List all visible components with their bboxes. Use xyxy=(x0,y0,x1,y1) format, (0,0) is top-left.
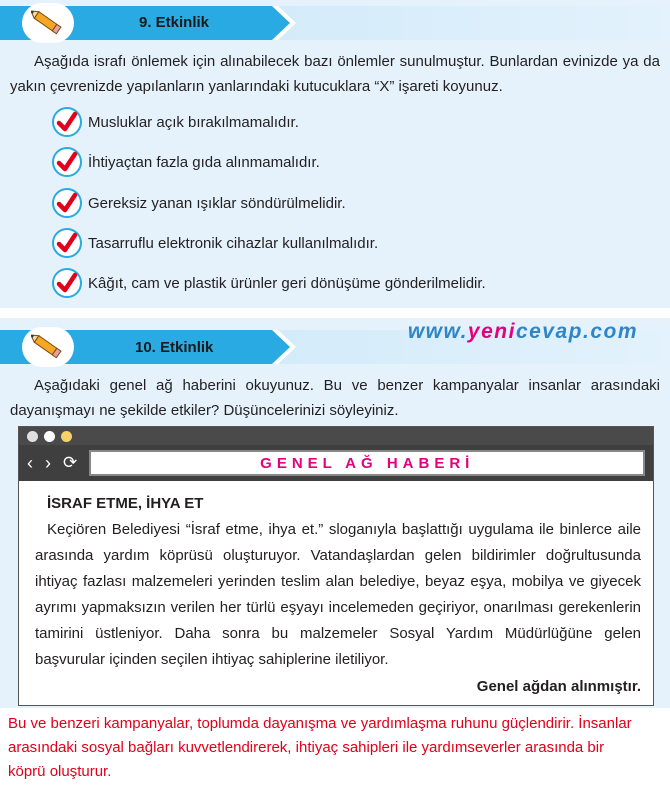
activity9-pencil-badge xyxy=(22,3,74,43)
checkmark-icon xyxy=(56,111,78,133)
checklist-item-label: Kâğıt, cam ve plastik ürünler geri dönüşüme gönderilmelidir. xyxy=(88,274,486,292)
activity9-title: 9. Etkinlik xyxy=(139,14,210,31)
checkmark-icon xyxy=(56,272,78,294)
window-dot[interactable] xyxy=(27,431,38,442)
activity10-instruction xyxy=(10,373,660,423)
checkmark-icon xyxy=(56,192,78,214)
activity10-instruction-text: Aşağıdaki genel ağ haberini okuyunuz. Bu ve benzer kampanyalar insanlar arasındaki dayanışmayı ne şekilde etkiler? Düşüncelerinizi söyleyiniz. xyxy=(10,377,660,419)
reload-icon[interactable]: ⟳ xyxy=(63,453,78,472)
address-bar-label: GENEL AĞ HABERİ xyxy=(260,454,475,472)
checklist-item-label: Tasarruflu elektronik cihazlar kullanılmalıdır. xyxy=(88,234,379,252)
back-icon[interactable]: ‹ xyxy=(27,452,33,473)
pencil-icon xyxy=(31,8,65,38)
activity9-instruction-text: Aşağıda israfı önlemek için alınabilecek bazı önlemler sunulmuştur. Bunlardan evinizde ya da yakın çevrenizde yapılanların yanlarındaki kutucuklara “X” işareti koyunuz. xyxy=(10,53,660,95)
window-dot[interactable] xyxy=(61,431,72,442)
activity9-instruction xyxy=(10,49,660,99)
checklist-item xyxy=(52,107,299,137)
browser-content xyxy=(19,481,653,700)
answer-text: Bu ve benzeri kampanyalar, toplumda dayanışma ve yardımlaşma ruhunu güçlendirir. İnsanlar arasındaki sosyal bağları kuvvetlendirerek, ihtiyaç sahipleri ile yardımseverler arasında bir köprü oluşturur. xyxy=(8,715,632,780)
address-bar[interactable] xyxy=(89,450,645,476)
watermark-suffix: cevap.com xyxy=(515,320,638,343)
forward-icon[interactable]: › xyxy=(45,452,51,473)
checkbox[interactable] xyxy=(52,188,82,218)
checklist-item xyxy=(52,147,320,177)
checklist-item-label: İhtiyaçtan fazla gıda alınmamalıdır. xyxy=(88,153,320,171)
browser-toolbar xyxy=(19,445,653,481)
watermark-accent: yeni xyxy=(467,320,516,343)
checkbox[interactable] xyxy=(52,147,82,177)
checklist-item xyxy=(52,228,378,258)
news-title: İSRAF ETME, İHYA ET xyxy=(47,495,204,512)
news-source: Genel ağdan alınmıştır. xyxy=(476,678,641,695)
checklist-item-label: Musluklar açık bırakılmamalıdır. xyxy=(88,113,299,131)
browser-window xyxy=(18,426,654,706)
checklist-item xyxy=(52,268,486,298)
checkmark-icon xyxy=(56,232,78,254)
site-watermark xyxy=(408,320,638,344)
news-body: Keçiören Belediyesi “İsraf etme, ihya et.” sloganıyla başlattığı uygulama ile binlerce aile arasında yardım köprüsü oluşturuyor. Vatandaşlardan gelen bildirimler doğrultusunda ihtiyaç fazlası malzemeleri yerinden teslim alan belediye, beyaz eşya, mobilya ve giyecek ayrımı yapmaksızın verilen her türlü eşyayı incelemeden geçiriyor, onarılması gerekenlerin tamirini üstleniyor. Daha sonra bu malzemeler Sosyal Yardım Müdürlüğüne gelen başvurular içinden seçilen ihtiyaç sahiplerine iletiliyor. xyxy=(35,521,641,668)
watermark-prefix: www. xyxy=(407,320,468,343)
pencil-icon xyxy=(31,332,65,362)
window-dot[interactable] xyxy=(44,431,55,442)
checklist-item-label: Gereksiz yanan ışıklar söndürülmelidir. xyxy=(88,194,346,212)
checkbox[interactable] xyxy=(52,107,82,137)
activity10-pencil-badge xyxy=(22,327,74,367)
checkbox[interactable] xyxy=(52,268,82,298)
checklist-item xyxy=(52,188,346,218)
checkmark-icon xyxy=(56,151,78,173)
browser-titlebar xyxy=(19,427,653,445)
checkbox[interactable] xyxy=(52,228,82,258)
activity10-title: 10. Etkinlik xyxy=(135,339,214,356)
